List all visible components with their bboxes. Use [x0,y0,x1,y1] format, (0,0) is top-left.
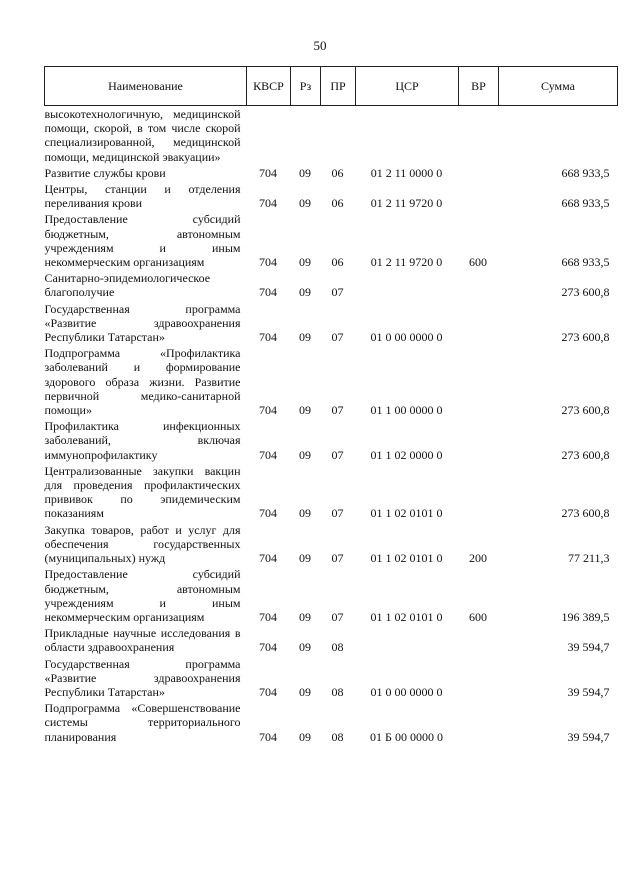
cell-rz: 09 [299,285,311,300]
cell-kvsr [247,106,291,166]
cell-vr: 200 [469,551,487,566]
cell-vr [459,701,499,746]
cell-csr: 01 2 11 0000 0 [370,165,443,180]
cell-vr [459,419,499,464]
cell-vr [459,271,499,301]
header-name: Наименование [45,67,247,106]
cell-vr [459,464,499,523]
cell-sum: 39 594,7 [567,684,610,699]
cell-vr [459,626,499,656]
cell-pr: 07 [331,551,344,566]
cell-name: Государственная программа «Развитие здравоохранения Республики Татарстан» [44,656,241,699]
table-row [45,106,618,166]
table-header-row [45,67,618,106]
cell-kvsr: 704 [259,165,277,180]
cell-sum: 668 933,5 [561,165,610,180]
table-row [45,523,618,568]
table-row [45,419,618,464]
cell-rz: 09 [299,330,311,345]
cell-rz: 09 [299,684,311,699]
header-rz: Рз [291,67,321,106]
cell-pr: 07 [331,506,344,521]
cell-csr [356,106,459,166]
cell-rz: 09 [299,165,311,180]
cell-sum: 39 594,7 [567,729,610,744]
header-pr: ПР [321,67,356,106]
cell-name: Профилактика инфекционных заболеваний, включая иммунопрофилактику [44,419,241,462]
cell-name: Развитие службы крови [44,165,166,180]
cell-name: Предоставление субсидий бюджетным, автономным учреждениям и иным некоммерческим организациям [44,212,241,270]
cell-kvsr: 704 [259,403,277,418]
cell-vr [459,302,499,347]
cell-sum: 273 600,8 [561,330,610,345]
cell-sum: 273 600,8 [561,403,610,418]
cell-pr: 08 [331,729,344,744]
header-csr: ЦСР [356,67,459,106]
cell-kvsr: 704 [259,506,277,521]
table-row [45,464,618,523]
header-sum: Сумма [499,67,618,106]
cell-csr [356,271,459,301]
cell-pr: 08 [331,640,344,655]
cell-sum: 273 600,8 [561,447,610,462]
cell-rz: 09 [299,255,311,270]
cell-rz: 09 [299,506,311,521]
cell-csr: 01 2 11 9720 0 [370,255,443,270]
cell-rz: 09 [299,196,311,211]
cell-csr [356,626,459,656]
cell-kvsr: 704 [259,551,277,566]
cell-sum: 668 933,5 [561,255,610,270]
cell-vr [459,182,499,212]
cell-kvsr: 704 [259,285,277,300]
header-kvsr: КВСР [247,67,291,106]
cell-name: Централизованные закупки вакцин для проведения профилактических прививок по эпидемическим показаниям [44,463,241,521]
table-row [45,346,618,419]
cell-name: Центры, станции и отделения переливания крови [44,182,241,211]
cell-sum: 668 933,5 [561,196,610,211]
cell-name: Санитарно-эпидемиологическое благополучие [44,271,211,300]
cell-name: Подпрограмма «Совершенствование системы территориального планирования [44,701,241,744]
cell-rz: 09 [299,447,311,462]
cell-kvsr: 704 [259,330,277,345]
cell-csr: 01 1 02 0101 0 [370,609,443,624]
table-row [45,212,618,271]
cell-kvsr: 704 [259,609,277,624]
cell-rz: 09 [299,403,311,418]
table-row [45,302,618,347]
cell-csr: 01 1 02 0101 0 [370,506,443,521]
cell-kvsr: 704 [259,196,277,211]
cell-pr: 07 [331,447,344,462]
page-number: 50 [313,38,327,53]
cell-pr [321,106,356,166]
cell-pr: 06 [331,165,344,180]
cell-rz [291,106,321,166]
cell-rz: 09 [299,640,311,655]
cell-sum: 39 594,7 [567,640,610,655]
cell-name: Закупка товаров, работ и услуг для обеспечения государственных (муниципальных) нужд [44,522,241,566]
budget-table [44,66,618,746]
cell-csr: 01 2 11 9720 0 [370,196,443,211]
table-row [45,657,618,702]
table-row [45,626,618,656]
cell-pr: 07 [331,609,344,624]
table-row [45,182,618,212]
cell-csr: 01 0 00 0000 0 [370,330,443,345]
cell-csr: 01 1 02 0000 0 [370,447,443,462]
cell-pr: 06 [331,196,344,211]
cell-vr: 600 [469,609,487,624]
cell-vr: 600 [469,255,487,270]
cell-sum: 273 600,8 [561,506,610,521]
cell-name: высокотехнологичную, медицинской помощи, скорой, в том числе скорой специализированной, медицинской помощи, медицинской эвакуации» [44,107,241,164]
cell-pr: 06 [331,255,344,270]
cell-name: Государственная программа «Развитие здравоохранения Республики Татарстан» [44,301,241,345]
cell-kvsr: 704 [259,729,277,744]
cell-kvsr: 704 [259,640,277,655]
cell-csr: 01 Б 00 0000 0 [370,729,443,744]
cell-kvsr: 704 [259,684,277,699]
cell-vr [459,346,499,419]
cell-csr: 01 1 00 0000 0 [370,403,443,418]
cell-sum: 196 389,5 [561,609,610,624]
table-row [45,166,618,182]
table-row [45,271,618,301]
cell-name: Подпрограмма «Профилактика заболеваний и формирование здорового образа жизни. Развитие первичной медико-санитарной помощи» [44,346,241,418]
cell-sum: 77 211,3 [567,551,610,566]
cell-sum: 273 600,8 [561,285,610,300]
cell-vr [459,106,499,166]
cell-vr [459,166,499,182]
cell-name: Предоставление субсидий бюджетным, автономным учреждениям и иным некоммерческим организациям [44,567,241,624]
cell-csr: 01 0 00 0000 0 [370,684,443,699]
cell-name: Прикладные научные исследования в области здравоохранения [44,626,241,655]
table-row [45,567,618,626]
cell-sum [499,106,618,166]
cell-pr: 07 [331,330,344,345]
cell-pr: 08 [331,684,344,699]
cell-kvsr: 704 [259,447,277,462]
header-vr: ВР [459,67,499,106]
table-row [45,701,618,746]
cell-pr: 07 [331,403,344,418]
cell-rz: 09 [299,729,311,744]
cell-vr [459,657,499,702]
cell-rz: 09 [299,551,311,566]
cell-kvsr: 704 [259,255,277,270]
cell-rz: 09 [299,609,311,624]
cell-pr: 07 [331,285,344,300]
cell-csr: 01 1 02 0101 0 [370,551,443,566]
